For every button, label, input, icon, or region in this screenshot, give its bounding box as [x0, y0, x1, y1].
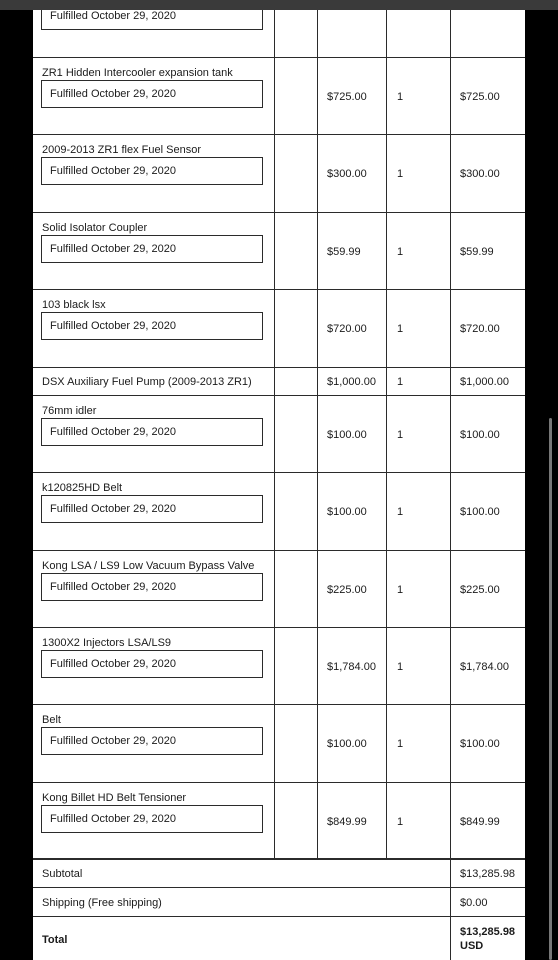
- column-divider: [450, 888, 451, 916]
- item-total: $225.00: [460, 584, 500, 596]
- fulfillment-status: Fulfilled October 29, 2020: [41, 312, 263, 340]
- column-divider: [450, 551, 451, 627]
- item-price: $300.00: [327, 168, 367, 180]
- item-total: $720.00: [460, 323, 500, 335]
- column-divider: [450, 859, 451, 887]
- line-item-row: [33, 58, 525, 135]
- column-divider: [317, 551, 318, 627]
- line-item-row: [33, 473, 525, 551]
- item-total: $100.00: [460, 738, 500, 750]
- column-divider: [274, 290, 275, 367]
- column-divider: [450, 705, 451, 782]
- item-total: $100.00: [460, 429, 500, 441]
- shipping-label: Shipping (Free shipping): [42, 897, 162, 909]
- item-price: $100.00: [327, 738, 367, 750]
- column-divider: [317, 213, 318, 289]
- column-divider: [450, 58, 451, 134]
- column-divider: [386, 58, 387, 134]
- top-status-bar: [0, 0, 558, 10]
- item-price: $100.00: [327, 506, 367, 518]
- column-divider: [317, 783, 318, 859]
- item-quantity: 1: [397, 168, 404, 180]
- column-divider: [450, 10, 451, 57]
- column-divider: [317, 10, 318, 57]
- item-name: 2009-2013 ZR1 flex Fuel Sensor: [42, 144, 201, 156]
- item-price: $1,784.00: [327, 661, 376, 673]
- fulfillment-status: Fulfilled October 29, 2020: [41, 650, 263, 678]
- total-currency: USD: [460, 940, 484, 952]
- column-divider: [450, 396, 451, 472]
- fulfillment-status: Fulfilled October 29, 2020: [41, 805, 263, 833]
- item-quantity: 1: [397, 506, 404, 518]
- total-row: [33, 916, 525, 960]
- fulfillment-status: Fulfilled October 29, 2020: [41, 235, 263, 263]
- item-total: $1,784.00: [460, 661, 509, 673]
- item-name: k120825HD Belt: [42, 482, 123, 494]
- total-label: Total: [42, 934, 68, 946]
- column-divider: [274, 551, 275, 627]
- item-price: $59.99: [327, 246, 361, 258]
- column-divider: [317, 705, 318, 782]
- subtotal-value: $13,285.98: [460, 868, 516, 880]
- item-price: $725.00: [327, 91, 367, 103]
- line-item-row: [33, 551, 525, 628]
- column-divider: [386, 213, 387, 289]
- column-divider: [386, 396, 387, 472]
- item-quantity: 1: [397, 584, 404, 596]
- column-divider: [386, 135, 387, 212]
- item-total: $1,000.00: [460, 376, 509, 388]
- item-price: $849.99: [327, 816, 367, 828]
- column-divider: [386, 628, 387, 704]
- subtotal-label: Subtotal: [42, 868, 83, 880]
- line-item-row: [33, 290, 525, 368]
- item-name: 103 black lsx: [42, 299, 106, 311]
- scrollbar[interactable]: [549, 418, 552, 960]
- line-item-row: [33, 368, 525, 396]
- column-divider: [274, 473, 275, 550]
- item-name: 1300X2 Injectors LSA/LS9: [42, 637, 172, 649]
- item-name: ZR1 Hidden Intercooler expansion tank: [42, 67, 233, 79]
- item-price: $720.00: [327, 323, 367, 335]
- item-total: $849.99: [460, 816, 500, 828]
- item-quantity: 1: [397, 429, 404, 441]
- subtotal-row: [33, 858, 525, 887]
- line-item-row: [33, 628, 525, 705]
- line-item-row: [33, 705, 525, 783]
- item-name: 76mm idler: [42, 405, 97, 417]
- item-price: $100.00: [327, 429, 367, 441]
- column-divider: [317, 628, 318, 704]
- line-item-row: [33, 135, 525, 213]
- fulfillment-status: Fulfilled October 29, 2020: [41, 727, 263, 755]
- column-divider: [317, 368, 318, 395]
- line-item-row: [33, 783, 525, 860]
- column-divider: [317, 473, 318, 550]
- item-quantity: 1: [397, 91, 404, 103]
- column-divider: [386, 551, 387, 627]
- line-item-row: [33, 213, 525, 290]
- shipping-row: [33, 887, 525, 916]
- item-name: DSX Auxiliary Fuel Pump (2009-2013 ZR1): [42, 376, 252, 388]
- column-divider: [274, 368, 275, 395]
- item-total: $100.00: [460, 506, 500, 518]
- column-divider: [450, 135, 451, 212]
- item-quantity: 1: [397, 246, 404, 258]
- column-divider: [317, 396, 318, 472]
- column-divider: [317, 290, 318, 367]
- column-divider: [386, 368, 387, 395]
- shipping-value: $0.00: [460, 897, 488, 909]
- item-name: Belt: [42, 714, 61, 726]
- total-value: $13,285.98: [460, 926, 516, 938]
- item-price: $1,000.00: [327, 376, 376, 388]
- column-divider: [274, 783, 275, 859]
- fulfillment-status: Fulfilled October 29, 2020: [41, 157, 263, 185]
- column-divider: [274, 396, 275, 472]
- fulfillment-status: Fulfilled October 29, 2020: [41, 10, 263, 30]
- column-divider: [274, 135, 275, 212]
- column-divider: [317, 135, 318, 212]
- column-divider: [317, 58, 318, 134]
- column-divider: [274, 628, 275, 704]
- column-divider: [386, 290, 387, 367]
- item-name: Solid Isolator Coupler: [42, 222, 148, 234]
- item-total: $59.99: [460, 246, 494, 258]
- column-divider: [274, 10, 275, 57]
- column-divider: [450, 213, 451, 289]
- column-divider: [450, 917, 451, 960]
- item-price: $225.00: [327, 584, 367, 596]
- column-divider: [450, 628, 451, 704]
- item-quantity: 1: [397, 323, 404, 335]
- line-item-row: [33, 10, 525, 58]
- fulfillment-status: Fulfilled October 29, 2020: [41, 495, 263, 523]
- item-name: Kong LSA / LS9 Low Vacuum Bypass Valve: [42, 560, 255, 572]
- column-divider: [450, 783, 451, 859]
- line-item-row: [33, 396, 525, 473]
- column-divider: [274, 705, 275, 782]
- item-quantity: 1: [397, 661, 404, 673]
- fulfillment-status: Fulfilled October 29, 2020: [41, 80, 263, 108]
- order-details-page: [33, 10, 525, 960]
- column-divider: [450, 473, 451, 550]
- item-quantity: 1: [397, 738, 404, 750]
- item-total: $300.00: [460, 168, 500, 180]
- column-divider: [386, 473, 387, 550]
- item-total: $725.00: [460, 91, 500, 103]
- item-quantity: 1: [397, 376, 404, 388]
- column-divider: [274, 213, 275, 289]
- item-name: Kong Billet HD Belt Tensioner: [42, 792, 187, 804]
- fulfillment-status: Fulfilled October 29, 2020: [41, 573, 263, 601]
- column-divider: [450, 368, 451, 395]
- column-divider: [274, 58, 275, 134]
- item-quantity: 1: [397, 816, 404, 828]
- fulfillment-status: Fulfilled October 29, 2020: [41, 418, 263, 446]
- column-divider: [386, 705, 387, 782]
- column-divider: [450, 290, 451, 367]
- column-divider: [386, 10, 387, 57]
- column-divider: [386, 783, 387, 859]
